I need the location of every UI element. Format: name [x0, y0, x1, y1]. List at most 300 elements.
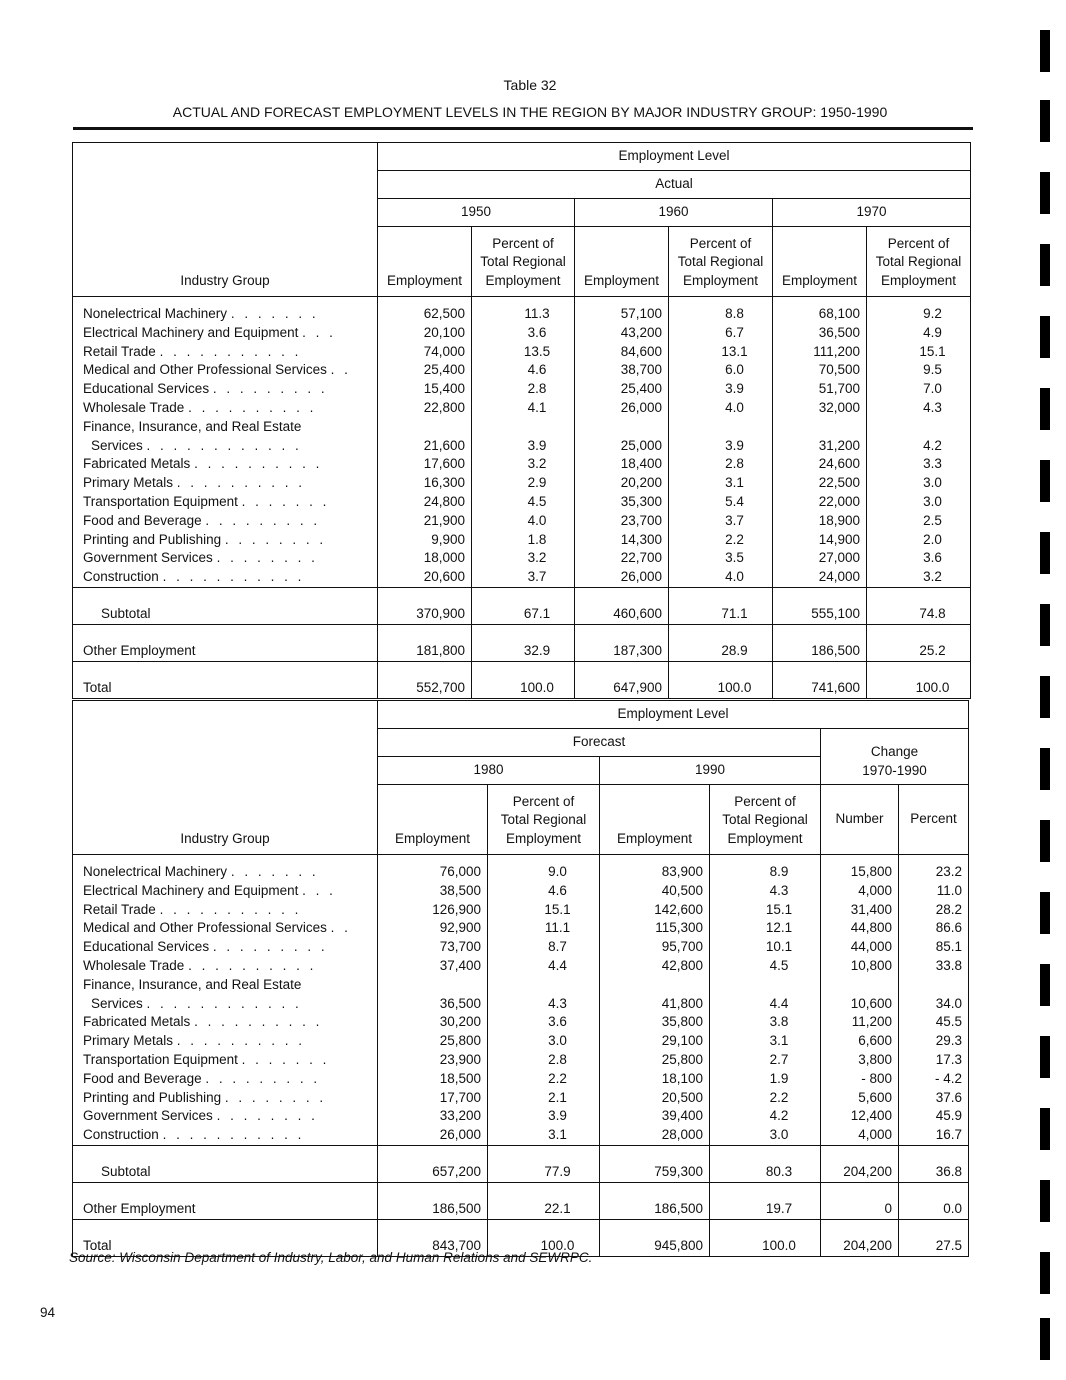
- percent-cell: 17.3: [899, 1051, 969, 1070]
- employment-subheader: Employment: [378, 785, 488, 855]
- percent-cell: 11.0: [899, 882, 969, 901]
- leader-dots: . . .: [302, 324, 336, 340]
- industry-name: Transportation Equipment: [83, 1051, 238, 1067]
- industry-name: Electrical Machinery and Equipment: [83, 882, 299, 898]
- employment-cell: 17,700: [378, 1089, 488, 1108]
- industry-label: [73, 399, 378, 418]
- employment-cell: 27,000: [773, 549, 867, 568]
- percent-cell: 3.6: [472, 324, 575, 343]
- source-note: [69, 1250, 592, 1265]
- percent-cell: 23.2: [899, 863, 969, 882]
- employment-cell: 111,200: [773, 343, 867, 362]
- employment-subheader: Employment: [773, 227, 867, 297]
- total-regional-label: Total Regional: [500, 812, 587, 827]
- margin-mark: [1040, 388, 1050, 430]
- industry-name: Wholesale Trade: [83, 957, 185, 973]
- percent-cell: 2.2: [710, 1089, 821, 1108]
- industry-name: Food and Beverage: [83, 512, 202, 528]
- percent-cell: 5.4: [669, 493, 773, 512]
- percent-cell: 11.3: [472, 305, 575, 324]
- percent-cell: 27.5: [899, 1219, 969, 1256]
- summary-row: [73, 661, 971, 698]
- spacer-cell: [899, 855, 969, 864]
- year-1950-header: 1950: [378, 199, 575, 227]
- margin-mark: [1040, 1252, 1050, 1294]
- industry-label: [73, 1126, 378, 1145]
- employment-cell: 187,300: [575, 624, 669, 661]
- employment-cell: [378, 976, 488, 995]
- percent-cell: 12.1: [710, 919, 821, 938]
- summary-row: [73, 624, 971, 661]
- industry-label: [73, 995, 378, 1014]
- percent-cell: 3.0: [488, 1032, 600, 1051]
- summary-row: [73, 1145, 969, 1182]
- leader-dots: . . . . . . . . . .: [188, 399, 317, 415]
- table-row: [73, 901, 969, 920]
- percent-cell: - 4.2: [899, 1070, 969, 1089]
- percent-cell: 8.8: [669, 305, 773, 324]
- percent-cell: 3.0: [867, 474, 971, 493]
- employment-cell: 23,900: [378, 1051, 488, 1070]
- percent-cell: [867, 418, 971, 437]
- percent-cell: 9.5: [867, 361, 971, 380]
- employment-cell: 26,000: [378, 1126, 488, 1145]
- employment-cell: 33,200: [378, 1107, 488, 1126]
- percent-cell: 3.1: [710, 1032, 821, 1051]
- employment-cell: 41,800: [600, 995, 710, 1014]
- employment-cell: 843,700: [378, 1219, 488, 1256]
- employment-cell: 25,800: [600, 1051, 710, 1070]
- leader-dots: . . . . . . . . . . .: [162, 1127, 305, 1143]
- summary-label: Total: [73, 1219, 378, 1256]
- percent-cell: 33.8: [899, 957, 969, 976]
- spacer-cell: [600, 855, 710, 864]
- percent-cell: 77.9: [488, 1145, 600, 1182]
- margin-mark: [1040, 748, 1050, 790]
- employment-label: Employment: [505, 830, 582, 846]
- employment-cell: 126,900: [378, 901, 488, 920]
- table-row: [73, 1107, 969, 1126]
- percent-cell: [472, 418, 575, 437]
- employment-cell: 204,200: [821, 1219, 899, 1256]
- percent-cell: 45.5: [899, 1013, 969, 1032]
- spacer-cell: [773, 297, 867, 306]
- employment-cell: 14,300: [575, 531, 669, 550]
- forecast-employment-level-header: Employment Level: [378, 701, 969, 729]
- percent-of-label: Percent of: [512, 793, 575, 809]
- employment-cell: 24,000: [773, 568, 867, 587]
- percent-cell: 6.0: [669, 361, 773, 380]
- employment-cell: 0: [821, 1182, 899, 1219]
- industry-label: [73, 305, 378, 324]
- percent-cell: 36.8: [899, 1145, 969, 1182]
- employment-cell: 38,700: [575, 361, 669, 380]
- spacer-cell: [73, 297, 378, 306]
- change-period-label: 1970-1990: [862, 763, 927, 778]
- percent-cell: 4.0: [472, 512, 575, 531]
- industry-label: [73, 1013, 378, 1032]
- percent-cell: 4.0: [669, 568, 773, 587]
- table-row: [73, 399, 971, 418]
- industry-label: [73, 361, 378, 380]
- percent-cell: [710, 976, 821, 995]
- industry-name: Services: [91, 437, 143, 453]
- spacer-cell: [669, 297, 773, 306]
- percent-of-label: Percent of: [887, 235, 950, 251]
- employment-cell: 18,000: [378, 549, 472, 568]
- percent-of-label: Percent of: [734, 793, 796, 809]
- spacer-cell: [73, 855, 378, 864]
- industry-name: Transportation Equipment: [83, 493, 238, 509]
- table-row: [73, 324, 971, 343]
- percent-cell: 3.5: [669, 549, 773, 568]
- table-number: Table 32: [503, 77, 557, 93]
- percent-cell: 8.9: [710, 863, 821, 882]
- percent-cell: [669, 418, 773, 437]
- industry-label: [73, 957, 378, 976]
- industry-label: [73, 531, 378, 550]
- employment-cell: 26,000: [575, 399, 669, 418]
- percent-total-regional-subheader: [669, 227, 773, 297]
- percent-cell: 34.0: [899, 995, 969, 1014]
- industry-name: Nonelectrical Machinery: [83, 306, 228, 321]
- employment-cell: 30,200: [378, 1013, 488, 1032]
- leader-dots: . . . . . . . .: [224, 531, 327, 547]
- employment-cell: 36,500: [378, 995, 488, 1014]
- employment-cell: 31,400: [821, 901, 899, 920]
- margin-mark: [1040, 316, 1050, 358]
- industry-label: [73, 324, 378, 343]
- industry-name: Educational Services: [83, 381, 210, 397]
- leader-dots: . . . . . . . . . .: [176, 475, 306, 491]
- percent-cell: 9.0: [488, 863, 600, 882]
- percent-cell: 4.5: [472, 493, 575, 512]
- actual-employment-table: [72, 142, 971, 699]
- employment-cell: 73,700: [378, 938, 488, 957]
- spacer-cell: [710, 855, 821, 864]
- industry-label: [73, 976, 378, 995]
- percent-cell: 1.9: [710, 1070, 821, 1089]
- employment-cell: 555,100: [773, 587, 867, 624]
- change-label: Change: [870, 744, 919, 759]
- employment-cell: 181,800: [378, 624, 472, 661]
- percent-cell: 100.0: [472, 661, 575, 698]
- leader-dots: . . . . . . . . . .: [176, 1033, 306, 1049]
- percent-cell: 4.5: [710, 957, 821, 976]
- employment-cell: 25,800: [378, 1032, 488, 1051]
- leader-dots: . . . . . . . . . . .: [159, 343, 302, 359]
- employment-cell: 76,000: [378, 863, 488, 882]
- employment-cell: 38,500: [378, 882, 488, 901]
- employment-cell: 15,400: [378, 380, 472, 399]
- industry-label: [73, 882, 378, 901]
- year-1970-header: 1970: [773, 199, 971, 227]
- industry-name: Nonelectrical Machinery: [83, 864, 228, 879]
- employment-cell: 15,800: [821, 863, 899, 882]
- margin-mark: [1040, 1036, 1050, 1078]
- employment-cell: 57,100: [575, 305, 669, 324]
- percent-total-regional-subheader: [472, 227, 575, 297]
- percent-cell: 3.2: [867, 568, 971, 587]
- industry-name: Government Services: [83, 550, 213, 566]
- table-title: ACTUAL AND FORECAST EMPLOYMENT LEVELS IN THE REGION BY MAJOR INDUSTRY GROUP: 1950-1990: [172, 104, 888, 120]
- employment-cell: 31,200: [773, 437, 867, 456]
- employment-subheader: Employment: [378, 227, 472, 297]
- employment-subheader: Employment: [600, 785, 710, 855]
- industry-name: Electrical Machinery and Equipment: [83, 324, 299, 340]
- employment-subheader: Employment: [575, 227, 669, 297]
- employment-cell: 11,200: [821, 1013, 899, 1032]
- employment-cell: 759,300: [600, 1145, 710, 1182]
- industry-label: [73, 938, 378, 957]
- percent-cell: 3.0: [710, 1126, 821, 1145]
- margin-mark: [1040, 460, 1050, 502]
- employment-cell: 25,400: [575, 380, 669, 399]
- year-1960-header: 1960: [575, 199, 773, 227]
- employment-cell: 24,600: [773, 455, 867, 474]
- employment-cell: 37,400: [378, 957, 488, 976]
- employment-label: Employment: [881, 272, 957, 288]
- table-row: [73, 1013, 969, 1032]
- forecast-industry-group-header: Industry Group: [73, 701, 378, 855]
- percent-cell: 2.1: [488, 1089, 600, 1108]
- percent-cell: 11.1: [488, 919, 600, 938]
- margin-mark: [1040, 1318, 1050, 1360]
- margin-mark: [1040, 244, 1050, 286]
- total-regional-label: Total Regional: [722, 812, 808, 827]
- employment-cell: 186,500: [378, 1182, 488, 1219]
- percent-cell: 16.7: [899, 1126, 969, 1145]
- percent-cell: 3.2: [472, 455, 575, 474]
- percent-cell: 2.8: [669, 455, 773, 474]
- table-row: [73, 418, 971, 437]
- industry-label: [73, 1032, 378, 1051]
- employment-cell: 32,000: [773, 399, 867, 418]
- employment-cell: 10,600: [821, 995, 899, 1014]
- margin-mark: [1040, 1108, 1050, 1150]
- spacer-cell: [488, 855, 600, 864]
- percent-cell: 100.0: [867, 661, 971, 698]
- employment-cell: [821, 976, 899, 995]
- employment-label: Employment: [485, 272, 561, 288]
- percent-cell: 3.9: [488, 1107, 600, 1126]
- percent-cell: 6.7: [669, 324, 773, 343]
- leader-dots: . . . . . . .: [230, 306, 319, 321]
- industry-label: [73, 1089, 378, 1108]
- leader-dots: . . . . . . . . . .: [194, 1014, 323, 1030]
- industry-name: Retail Trade: [83, 901, 156, 917]
- leader-dots: . .: [330, 920, 351, 936]
- industry-name: Primary Metals: [83, 475, 174, 491]
- employment-cell: 51,700: [773, 380, 867, 399]
- employment-cell: 44,000: [821, 938, 899, 957]
- margin-mark: [1040, 964, 1050, 1006]
- employment-label: Employment: [727, 830, 803, 846]
- table-row: [73, 474, 971, 493]
- leader-dots: . . . . . . . . . . . .: [146, 995, 302, 1011]
- employment-cell: 26,000: [575, 568, 669, 587]
- industry-name: Educational Services: [83, 939, 210, 955]
- percent-cell: 4.3: [867, 399, 971, 418]
- employment-cell: 84,600: [575, 343, 669, 362]
- leader-dots: . . . . . . . .: [216, 550, 318, 566]
- percent-cell: 3.9: [472, 437, 575, 456]
- table-row: [73, 1070, 969, 1089]
- table-row: [73, 957, 969, 976]
- summary-label: Other Employment: [73, 624, 378, 661]
- total-regional-label: Total Regional: [875, 254, 962, 269]
- table-row: [73, 437, 971, 456]
- leader-dots: . . . . . . . . . .: [194, 456, 323, 472]
- percent-cell: 2.8: [472, 380, 575, 399]
- table-row: [73, 512, 971, 531]
- summary-label: Subtotal: [73, 587, 378, 624]
- table-row: [73, 531, 971, 550]
- percent-cell: 25.2: [867, 624, 971, 661]
- employment-cell: 647,900: [575, 661, 669, 698]
- industry-name: Government Services: [83, 1108, 213, 1124]
- table-row: [73, 863, 969, 882]
- summary-row: [73, 587, 971, 624]
- percent-cell: 100.0: [710, 1219, 821, 1256]
- table-row: [73, 1051, 969, 1070]
- employment-cell: 18,100: [600, 1070, 710, 1089]
- leader-dots: . . . . . . . . .: [205, 512, 321, 528]
- employment-cell: 18,400: [575, 455, 669, 474]
- employment-cell: 186,500: [600, 1182, 710, 1219]
- employment-cell: 83,900: [600, 863, 710, 882]
- employment-cell: 22,800: [378, 399, 472, 418]
- employment-cell: 29,100: [600, 1032, 710, 1051]
- employment-cell: 20,500: [600, 1089, 710, 1108]
- title-rule: [73, 127, 973, 130]
- employment-cell: 10,800: [821, 957, 899, 976]
- table-row: [73, 976, 969, 995]
- employment-cell: 552,700: [378, 661, 472, 698]
- spacer-cell: [378, 855, 488, 864]
- table-row: [73, 493, 971, 512]
- employment-label: Employment: [682, 272, 759, 288]
- leader-dots: . . .: [302, 882, 336, 898]
- spacer-cell: [472, 297, 575, 306]
- leader-dots: . . . . . . . . . . .: [162, 569, 305, 585]
- employment-cell: 14,900: [773, 531, 867, 550]
- industry-label: [73, 418, 378, 437]
- employment-cell: 23,700: [575, 512, 669, 531]
- percent-cell: 2.0: [867, 531, 971, 550]
- percent-cell: 67.1: [472, 587, 575, 624]
- table-row: [73, 1089, 969, 1108]
- employment-cell: 74,000: [378, 343, 472, 362]
- table-row: [73, 919, 969, 938]
- industry-name: Medical and Other Professional Services: [83, 920, 327, 936]
- percent-cell: 2.2: [488, 1070, 600, 1089]
- table-row: [73, 1126, 969, 1145]
- total-regional-label: Total Regional: [480, 254, 566, 269]
- source-text: Wisconsin Department of Industry, Labor, and Human Relations and SEWRPC.: [119, 1250, 593, 1265]
- industry-label: [73, 474, 378, 493]
- employment-cell: 42,800: [600, 957, 710, 976]
- margin-mark: [1040, 30, 1050, 72]
- leader-dots: . . . . . . . . . . . .: [146, 437, 302, 453]
- employment-cell: 21,900: [378, 512, 472, 531]
- percent-of-label: Percent of: [492, 235, 554, 251]
- percent-cell: 15.1: [488, 901, 600, 920]
- employment-cell: 92,900: [378, 919, 488, 938]
- table-row: [73, 1032, 969, 1051]
- percent-cell: 22.1: [488, 1182, 600, 1219]
- change-header: [821, 729, 969, 785]
- percent-cell: 19.7: [710, 1182, 821, 1219]
- percent-cell: 2.7: [710, 1051, 821, 1070]
- summary-row: [73, 1182, 969, 1219]
- industry-label: [73, 1051, 378, 1070]
- employment-cell: 12,400: [821, 1107, 899, 1126]
- percent-cell: 4.6: [488, 882, 600, 901]
- table-row: [73, 938, 969, 957]
- employment-cell: 9,900: [378, 531, 472, 550]
- industry-name: Construction: [83, 569, 159, 585]
- percent-cell: 10.1: [710, 938, 821, 957]
- percent-cell: 15.1: [710, 901, 821, 920]
- employment-cell: 22,500: [773, 474, 867, 493]
- employment-cell: [600, 976, 710, 995]
- percent-cell: 3.7: [472, 568, 575, 587]
- leader-dots: . . . . . . .: [241, 1051, 330, 1067]
- percent-cell: 3.9: [669, 380, 773, 399]
- page-number: 94: [40, 1305, 56, 1320]
- percent-cell: 3.6: [867, 549, 971, 568]
- industry-name: Retail Trade: [83, 343, 156, 359]
- employment-cell: 16,300: [378, 474, 472, 493]
- employment-cell: 35,800: [600, 1013, 710, 1032]
- employment-cell: 35,300: [575, 493, 669, 512]
- percent-cell: 3.1: [488, 1126, 600, 1145]
- percent-cell: 2.5: [867, 512, 971, 531]
- industry-group-header: Industry Group: [73, 143, 378, 297]
- employment-cell: 18,500: [378, 1070, 488, 1089]
- margin-mark: [1040, 1180, 1050, 1222]
- leader-dots: . .: [330, 362, 351, 378]
- industry-label: [73, 863, 378, 882]
- employment-level-header: Employment Level: [378, 143, 971, 171]
- percent-cell: 15.1: [867, 343, 971, 362]
- percent-total-regional-subheader: [488, 785, 600, 855]
- margin-mark: [1040, 676, 1050, 718]
- table-row: [73, 568, 971, 587]
- percent-cell: 4.3: [710, 882, 821, 901]
- percent-cell: 3.1: [669, 474, 773, 493]
- industry-label: [73, 549, 378, 568]
- industry-label: [73, 1070, 378, 1089]
- employment-cell: 25,400: [378, 361, 472, 380]
- percent-cell: 0.0: [899, 1182, 969, 1219]
- leader-dots: . . . . . . . . . .: [188, 957, 317, 973]
- employment-cell: 70,500: [773, 361, 867, 380]
- employment-cell: 20,600: [378, 568, 472, 587]
- industry-label: [73, 455, 378, 474]
- industry-name: Medical and Other Professional Services: [83, 362, 327, 378]
- margin-mark: [1040, 100, 1050, 142]
- percent-cell: 7.0: [867, 380, 971, 399]
- percent-of-label: Percent of: [689, 235, 752, 251]
- industry-label: [73, 343, 378, 362]
- margin-mark: [1040, 892, 1050, 934]
- change-number-subheader: Number: [821, 785, 899, 855]
- table-row: [73, 882, 969, 901]
- table-row: [73, 549, 971, 568]
- employment-cell: 3,800: [821, 1051, 899, 1070]
